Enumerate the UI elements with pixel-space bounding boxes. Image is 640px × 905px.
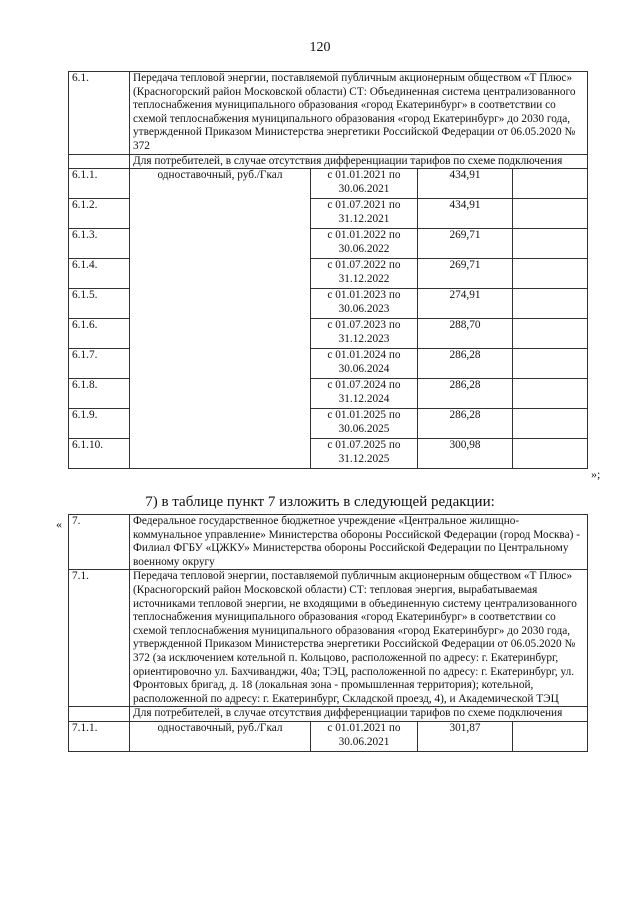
- section-row-7-1: [69, 570, 588, 707]
- section-number: 6.1.: [69, 72, 130, 155]
- tariff-period: с 01.01.2025 по 30.06.2025: [311, 409, 418, 439]
- tariff-value: 269,71: [418, 259, 513, 289]
- empty-cell: [513, 379, 588, 409]
- row-number: 6.1.4.: [69, 259, 130, 289]
- empty-cell: [513, 289, 588, 319]
- tariff-value: 434,91: [418, 199, 513, 229]
- section-description: Передача тепловой энергии, поставляемой публичным акционерным обществом «Т Плюс» (Красногорский район Московской области) СТ: тепловая энергия, вырабатываемая источниками тепловой энергии, не входящими в объединенную систему централизованного теплоснабжения муниципального образования «город Екатеринбург» в соответствии со схемой теплоснабжения муниципального образования «город Екатеринбург» до 2030 года, утвержденной Приказом Министерства энергетики Российской Федерации от 06.05.2020 № 372 (за исключением котельной п. Кольцово, расположенной по адресу: г. Екатеринбург, ориентировочно ул. Бахчиванджи, 40а; ТЭЦ, расположенной по адресу: г. Екатеринбург, ул. Фронтовых бригад, д. 18 (локальная зона - промышленная территория); котельной, расположенной по адресу: г. Екатеринбург, Складской проезд, 4), и Академической ТЭЦ: [130, 570, 588, 707]
- row-number: 6.1.3.: [69, 229, 130, 259]
- row-number: 7.1.1.: [69, 721, 130, 751]
- consumers-description: Для потребителей, в случае отсутствия дифференциации тарифов по схеме подключения: [130, 707, 588, 722]
- empty-cell: [513, 439, 588, 469]
- row-number: 6.1.5.: [69, 289, 130, 319]
- consumers-description: Для потребителей, в случае отсутствия дифференциации тарифов по схеме подключения: [130, 154, 588, 169]
- empty-cell: [513, 721, 588, 751]
- tariff-period: с 01.01.2023 по 30.06.2023: [311, 289, 418, 319]
- empty-cell: [69, 154, 130, 169]
- amendment-instruction: 7) в таблице пункт 7 изложить в следующей редакции:: [145, 494, 495, 510]
- empty-cell: [513, 259, 588, 289]
- empty-cell: [513, 169, 588, 199]
- tariff-value: 274,91: [418, 289, 513, 319]
- tariff-period: с 01.07.2024 по 31.12.2024: [311, 379, 418, 409]
- tariff-value: 288,70: [418, 319, 513, 349]
- empty-cell: [513, 199, 588, 229]
- empty-cell: [513, 229, 588, 259]
- section-row-6-1: [69, 72, 588, 155]
- tariff-period: с 01.07.2023 по 31.12.2023: [311, 319, 418, 349]
- row-number: 6.1.8.: [69, 379, 130, 409]
- organization-description: Федеральное государственное бюджетное учреждение «Центральное жилищно-коммунальное управление» Министерства обороны Российской Федерации (город Москва) - Филиал ФГБУ «ЦЖКУ» Министерства обороны Российской Федерации по Центральному военному округу: [130, 515, 588, 570]
- empty-cell: [69, 707, 130, 722]
- organization-row: [69, 515, 588, 570]
- tariff-value: 434,91: [418, 169, 513, 199]
- row-number: 6.1.10.: [69, 439, 130, 469]
- opening-quote: «: [56, 517, 62, 531]
- row-number: 6.1.2.: [69, 199, 130, 229]
- consumers-row: [69, 154, 588, 169]
- empty-cell: [513, 319, 588, 349]
- closing-quote: »;: [591, 467, 601, 481]
- tariff-period: с 01.07.2022 по 31.12.2022: [311, 259, 418, 289]
- tariff-period: с 01.01.2021 по 30.06.2021: [311, 169, 418, 199]
- tariff-value: 286,28: [418, 409, 513, 439]
- tariff-period: с 01.01.2021 по 30.06.2021: [311, 721, 418, 751]
- tariff-table-7: [68, 514, 588, 752]
- tariff-value: 301,87: [418, 721, 513, 751]
- consumers-row: [69, 707, 588, 722]
- row-number: 6.1.1.: [69, 169, 130, 199]
- row-number: 6.1.7.: [69, 349, 130, 379]
- tariff-table-6-1: [68, 71, 588, 469]
- empty-cell: [513, 409, 588, 439]
- tariff-period: с 01.07.2021 по 31.12.2021: [311, 199, 418, 229]
- tariff-value: 286,28: [418, 379, 513, 409]
- tariff-value: 300,98: [418, 439, 513, 469]
- table-row: [69, 721, 588, 751]
- tariff-unit: одноставочный, руб./Гкал: [130, 721, 311, 751]
- empty-cell: [513, 349, 588, 379]
- row-number: 6.1.9.: [69, 409, 130, 439]
- tariff-value: 286,28: [418, 349, 513, 379]
- organization-number: 7.: [69, 515, 130, 570]
- tariff-value: 269,71: [418, 229, 513, 259]
- tariff-unit: одноставочный, руб./Гкал: [130, 169, 311, 469]
- section-description: Передача тепловой энергии, поставляемой публичным акционерным обществом «Т Плюс» (Красногорский район Московской области) СТ: Объединенная система централизованного теплоснабжения муниципального образования «город Екатеринбург» в соответствии со схемой теплоснабжения муниципального образования «город Екатеринбург» до 2030 года, утвержденной Приказом Министерства энергетики Российской Федерации от 06.05.2020 № 372: [130, 72, 588, 155]
- tariff-period: с 01.01.2022 по 30.06.2022: [311, 229, 418, 259]
- row-number: 6.1.6.: [69, 319, 130, 349]
- section-number: 7.1.: [69, 570, 130, 707]
- tariff-period: с 01.07.2025 по 31.12.2025: [311, 439, 418, 469]
- table-row: [69, 169, 588, 199]
- tariff-period: с 01.01.2024 по 30.06.2024: [311, 349, 418, 379]
- page-number: 120: [309, 40, 331, 55]
